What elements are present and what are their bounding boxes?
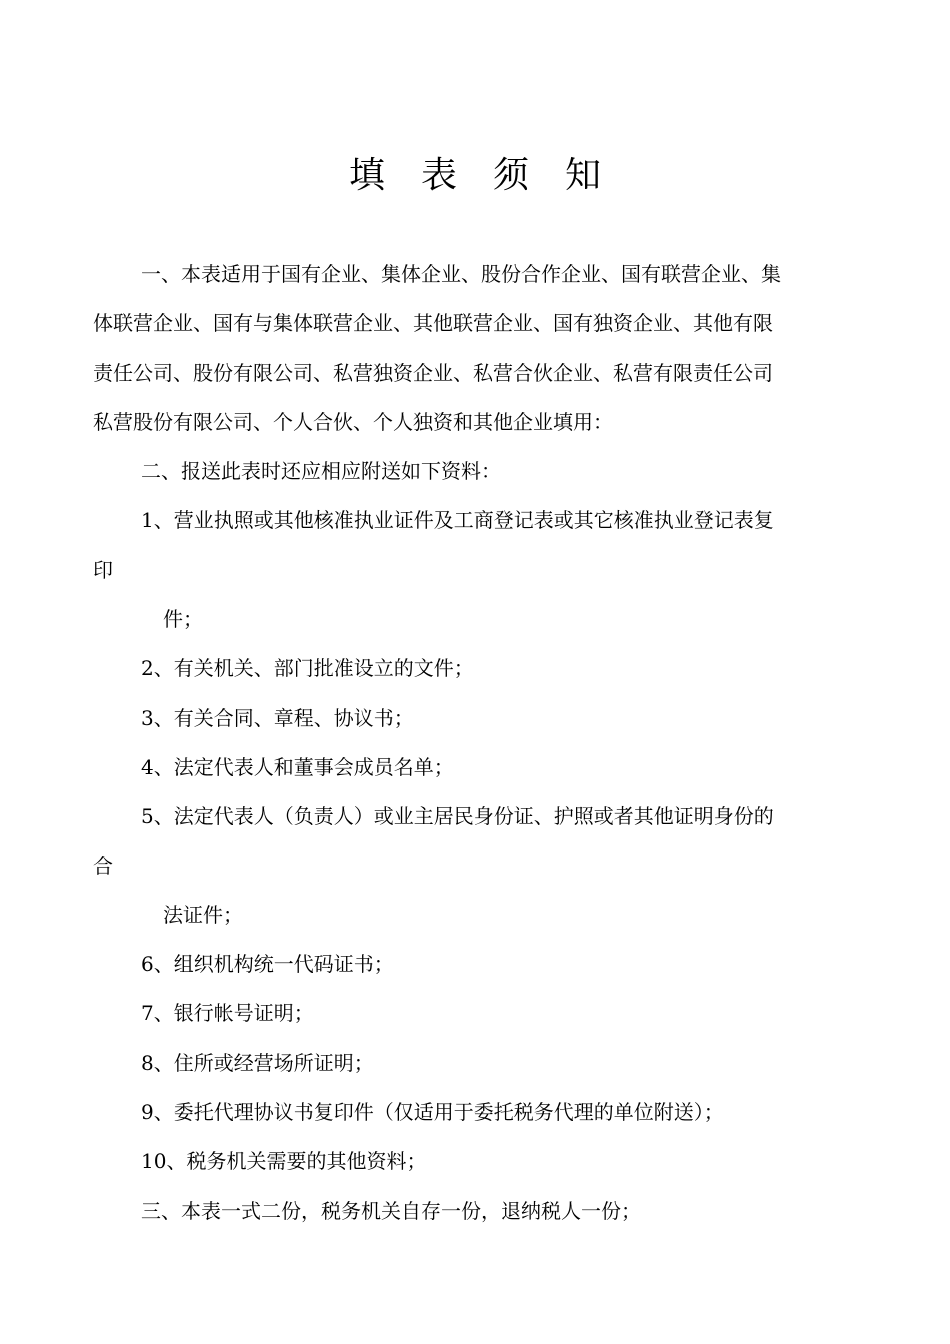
list-item-9: 9、委托代理协议书复印件（仅适用于委托税务代理的单位附送）； bbox=[141, 1100, 724, 1125]
paragraph-applicability-line: 一、本表适用于国有企业、集体企业、股份合作企业、国有联营企业、集 bbox=[141, 262, 781, 286]
title-char: 知 bbox=[565, 155, 602, 196]
paragraph-attachments-intro: 二、报送此表时还应相应附送如下资料： bbox=[141, 459, 501, 484]
list-item-10: 10、税务机关需要的其他资料； bbox=[141, 1149, 427, 1174]
paragraph-applicability-line: 体联营企业、国有与集体联营企业、其他联营企业、国有独资企业、其他有限 bbox=[93, 311, 773, 336]
list-item-8: 8、住所或经营场所证明； bbox=[141, 1050, 374, 1075]
list-item-5-line: 5、法定代表人（负责人）或业主居民身份证、护照或者其他证明身份的 bbox=[141, 804, 774, 829]
document-body bbox=[93, 250, 859, 1236]
list-item-1-line: 1、营业执照或其他核准执业证件及工商登记表或其它核准执业登记表复 bbox=[141, 508, 774, 533]
list-item-5-line: 法证件； bbox=[163, 902, 243, 927]
list-item-5-line: 合 bbox=[93, 853, 113, 878]
paragraph-copies: 三、本表一式二份，税务机关自存一份，退纳税人一份； bbox=[141, 1198, 641, 1223]
title-char: 填 bbox=[348, 155, 385, 196]
list-item-6: 6、组织机构统一代码证书； bbox=[141, 952, 394, 977]
paragraph-applicability-line: 私营股份有限公司、个人合伙、个人独资和其他企业填用： bbox=[93, 409, 613, 434]
list-item-4: 4、法定代表人和董事会成员名单； bbox=[141, 754, 454, 779]
list-item-2: 2、有关机关、部门批准设立的文件； bbox=[141, 656, 474, 681]
list-item-7: 7、银行帐号证明； bbox=[141, 1001, 314, 1026]
list-item-3: 3、有关合同、章程、协议书； bbox=[141, 705, 414, 730]
page-title bbox=[0, 150, 950, 202]
paragraph-applicability-line: 责任公司、股份有限公司、私营独资企业、私营合伙企业、私营有限责任公司 bbox=[93, 360, 773, 385]
title-char: 表 bbox=[420, 155, 457, 196]
list-item-1-line: 件； bbox=[163, 607, 203, 632]
title-char: 须 bbox=[493, 155, 530, 196]
list-item-1-line: 印 bbox=[93, 557, 113, 582]
